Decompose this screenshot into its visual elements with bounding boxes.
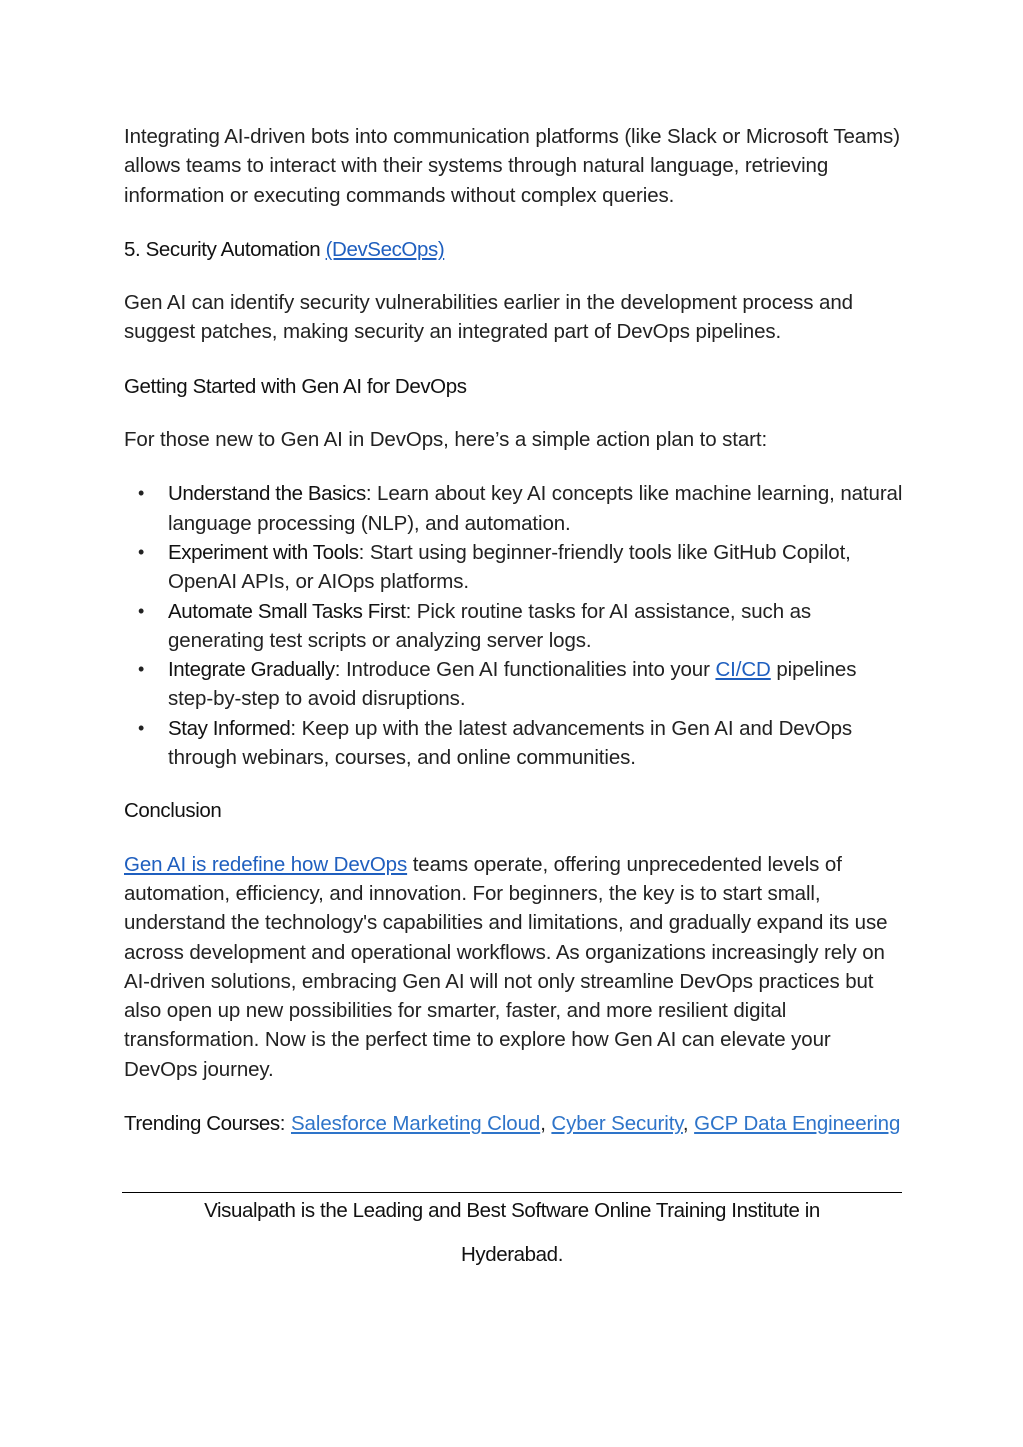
list-item [124, 655, 904, 714]
getting-started-intro: For those new to Gen AI in DevOps, here’s a simple action plan to start: [124, 428, 768, 452]
bullet-icon: • [138, 483, 145, 504]
devsecops-link[interactable]: (DevSecOps) [325, 237, 445, 261]
security-heading-text: 5. Security Automation [124, 237, 326, 261]
footer-line-2: Hyderabad. [461, 1243, 563, 1266]
bullet-icon: • [138, 717, 145, 738]
document-page [124, 122, 904, 1138]
list-item-text-after: pipelines step-by-step to avoid disruptions. [168, 658, 857, 711]
list-item [124, 714, 904, 773]
list-item [124, 479, 904, 538]
footer-line-1: Visualpath is the Leading and Best Software Online Training Institute in [204, 1199, 820, 1222]
course-separator: , [540, 1112, 552, 1136]
list-item [124, 538, 904, 597]
course-separator: , [682, 1112, 695, 1136]
ci-cd-link[interactable]: CI/CD [715, 658, 771, 682]
getting-started-heading: Getting Started with Gen AI for DevOps [124, 374, 467, 398]
bullet-icon: • [138, 659, 145, 680]
intro-paragraph: Integrating AI-driven bots into communication platforms (like Slack or Microsoft Teams) allows teams to interact with their systems through natural language, retrieving information or executing commands without complex queries. [124, 125, 900, 207]
list-item-text: : Introduce Gen AI functionalities into your [334, 658, 716, 682]
conclusion-paragraph [124, 850, 904, 1084]
footer-divider [122, 1192, 902, 1193]
trending-courses [124, 1109, 904, 1138]
list-item-term: Experiment with Tools [168, 540, 359, 564]
list-item-text: : Pick routine tasks for AI assistance, such as generating test scripts or analyzing server logs. [168, 599, 812, 652]
bullet-icon: • [138, 541, 145, 562]
list-item-term: Understand the Basics [168, 482, 366, 506]
footer [122, 1196, 902, 1270]
cyber-security-link[interactable]: Cyber Security [551, 1112, 683, 1136]
trending-colon: : [279, 1112, 291, 1136]
security-paragraph: Gen AI can identify security vulnerabilities earlier in the development process and suggest patches, making security an integrated part of DevOps pipelines. [124, 291, 853, 344]
conclusion-heading: Conclusion [124, 799, 222, 823]
bullet-icon: • [138, 600, 145, 621]
salesforce-marketing-cloud-link[interactable]: Salesforce Marketing Cloud [290, 1112, 541, 1136]
trending-label: Trending Courses [124, 1112, 280, 1136]
list-item-term: Stay Informed [168, 716, 291, 740]
security-heading [124, 235, 904, 264]
action-plan-list [124, 479, 904, 772]
list-item-term: Integrate Gradually [168, 658, 335, 682]
gen-ai-devops-link[interactable]: Gen AI is redefine how DevOps [124, 852, 408, 876]
list-item-text: : Keep up with the latest advancements in Gen AI and DevOps through webinars, courses, and online communities. [168, 716, 853, 770]
conclusion-body: teams operate, offering unprecedented levels of automation, efficiency, and innovation. For beginners, the key is to start small, understand the technology's capabilities and limitations, and gradually expand its use across development and operational workflows. As organizations increasingly rely on AI-driven solutions, embracing Gen AI will not only streamline DevOps practices but also open up new possibilities for smarter, faster, and more resilient digital transformation. Now is the perfect time to explore how Gen AI can elevate your DevOps journey. [124, 852, 888, 1081]
list-item-text: : Start using beginner-friendly tools like GitHub Copilot, OpenAI APIs, or AIOps platforms. [168, 540, 851, 594]
list-item-text: : Learn about key AI concepts like machine learning, natural language processing (NLP), and automation. [168, 482, 903, 535]
gcp-data-engineering-link[interactable]: GCP Data Engineering [694, 1112, 901, 1136]
list-item-term: Automate Small Tasks First [168, 599, 406, 623]
list-item [124, 597, 904, 656]
